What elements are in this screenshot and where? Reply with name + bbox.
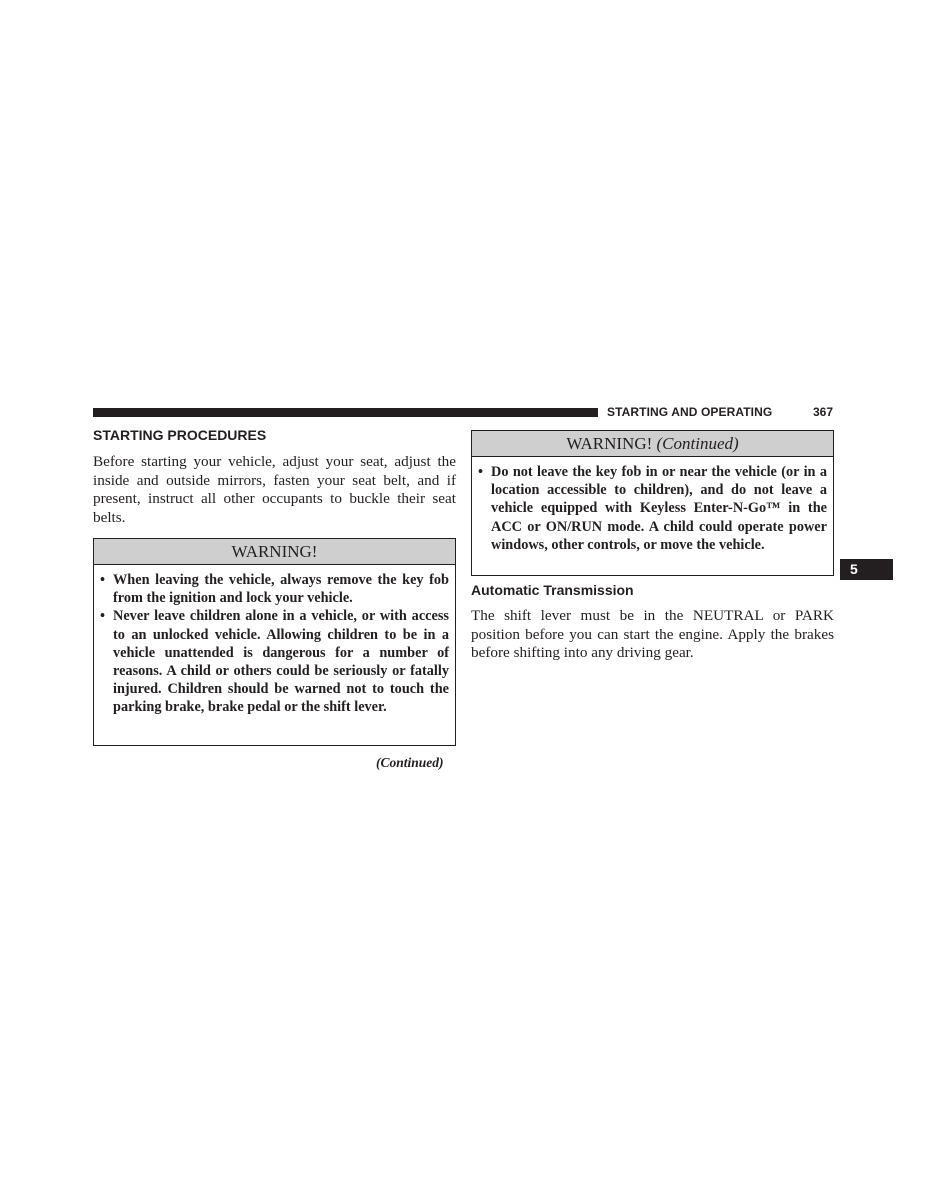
page-number: 367: [813, 405, 834, 419]
warning-item: [478, 463, 827, 554]
warning-item-text: Do not leave the key fob in or near the vehicle (or in a location accessible to children), and do not leave a vehicle equipped with Keyless Enter-N-Go™ in the ACC or ON/RUN mode. A child could operate power windows, other controls, or move the vehicle.: [491, 464, 827, 553]
chapter-tab: 5: [840, 559, 893, 580]
warning-heading: [94, 539, 455, 565]
warning-heading: [472, 431, 833, 457]
warning-item: [100, 607, 449, 716]
warning-item: [100, 571, 449, 607]
warning-heading-text: WARNING!: [566, 434, 653, 453]
section-title: STARTING PROCEDURES: [93, 427, 267, 443]
subheading-automatic-transmission: Automatic Transmission: [471, 582, 634, 598]
continued-note: (Continued): [376, 755, 444, 770]
intro-paragraph: Before starting your vehicle, adjust your seat, adjust the inside and outside mirrors, fasten your seat belt, and if present, instruct all other occupants to buckle their seat belts.: [93, 453, 456, 526]
warning-heading-text: WARNING!: [231, 542, 318, 561]
bullet-icon: •: [100, 572, 106, 588]
warning-list: [472, 457, 833, 554]
warning-item-text: Never leave children alone in a vehicle, or with access to an unlocked vehicle. Allowing children to be in a vehicle unattended is dangerous for a number of reasons. A child or others could be seriously or fatally injured. Children should be warned not to touch the parking brake, brake pedal or the shift lever.: [113, 608, 449, 716]
running-header-section: STARTING AND OPERATING: [607, 405, 773, 419]
warning-item-text: When leaving the vehicle, always remove the key fob from the ignition and lock your vehicle.: [113, 572, 449, 607]
header-rule: [93, 408, 598, 417]
bullet-icon: •: [478, 464, 484, 480]
warning-box: [93, 538, 456, 746]
bullet-icon: •: [100, 608, 106, 625]
warning-list: [94, 565, 455, 717]
warning-heading-continued: (Continued): [656, 434, 739, 453]
transmission-paragraph: The shift lever must be in the NEUTRAL or PARK position before you can start the engine. Apply the brakes before shifting into any driving gear.: [471, 607, 834, 661]
warning-box-continued: [471, 430, 834, 576]
